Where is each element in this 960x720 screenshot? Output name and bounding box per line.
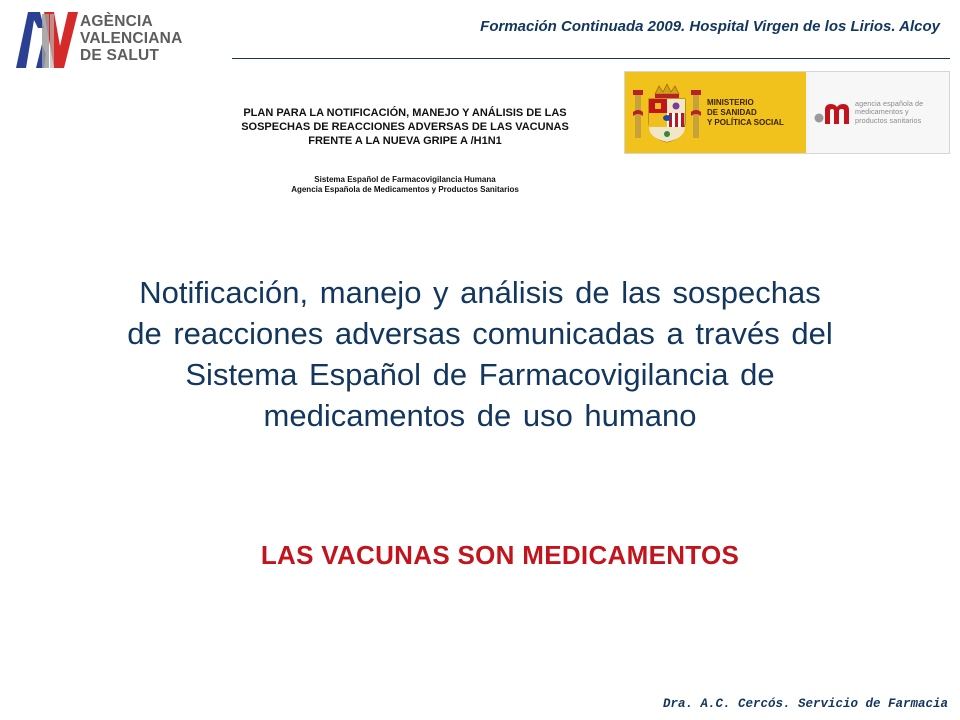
plan-title-line-2: SOSPECHAS DE REACCIONES ADVERSAS DE LAS VACUNAS xyxy=(241,121,569,133)
avs-logo-mark-icon xyxy=(14,8,80,70)
ministry-logo xyxy=(625,72,806,153)
ministry-line-1: MINISTERIO xyxy=(707,98,754,107)
header-divider xyxy=(232,58,950,59)
avs-logo-text xyxy=(80,13,204,64)
ministry-aemps-banner xyxy=(624,71,950,154)
coat-of-arms-icon xyxy=(631,82,703,144)
ministry-logo-text xyxy=(707,98,803,128)
main-heading xyxy=(50,272,910,436)
main-heading-line-1: Notificación, manejo y análisis de las sospechas xyxy=(139,275,821,310)
avs-logo xyxy=(14,8,204,70)
main-heading-line-4: medicamentos de uso humano xyxy=(263,398,697,433)
aemps-line-2: medicamentos y xyxy=(855,107,909,117)
plan-title-line-3: FRENTE A LA NUEVA GRIPE A /H1N1 xyxy=(308,135,502,147)
aemps-line-1: agencia española de xyxy=(855,99,924,108)
header-title: Formación Continuada 2009. Hospital Virgen de los Lirios. Alcoy xyxy=(480,18,940,35)
plan-title xyxy=(190,106,620,148)
avs-logo-line-2: VALENCIANA xyxy=(80,30,183,47)
plan-block xyxy=(190,106,620,195)
main-heading-line-2: de reacciones adversas comunicadas a través del xyxy=(127,316,833,351)
ministry-line-3: Y POLÍTICA SOCIAL xyxy=(707,118,784,127)
main-heading-line-3: Sistema Español de Farmacovigilancia de xyxy=(185,357,775,392)
aemps-line-3: productos sanitarios xyxy=(855,115,922,125)
ministry-line-2: DE SANIDAD xyxy=(707,108,757,117)
plan-subtitle-line-1: Sistema Español de Farmacovigilancia Humana xyxy=(314,175,496,184)
footer-author: Dra. A.C. Cercós. Servicio de Farmacia xyxy=(662,697,948,711)
aemps-logo xyxy=(809,72,949,153)
aemps-logo-icon xyxy=(813,98,853,126)
avs-logo-line-1: AGÈNCIA xyxy=(80,13,153,30)
avs-logo-line-3: DE SALUT xyxy=(80,47,160,64)
plan-subtitle xyxy=(190,175,620,195)
vaccine-statement: LAS VACUNAS SON MEDICAMENTOS xyxy=(260,540,740,570)
plan-subtitle-line-2: Agencia Española de Medicamentos y Productos Sanitarios xyxy=(291,185,519,194)
plan-title-line-1: PLAN PARA LA NOTIFICACIÓN, MANEJO Y ANÁLISIS DE LAS xyxy=(243,107,567,119)
aemps-logo-text xyxy=(855,100,949,125)
